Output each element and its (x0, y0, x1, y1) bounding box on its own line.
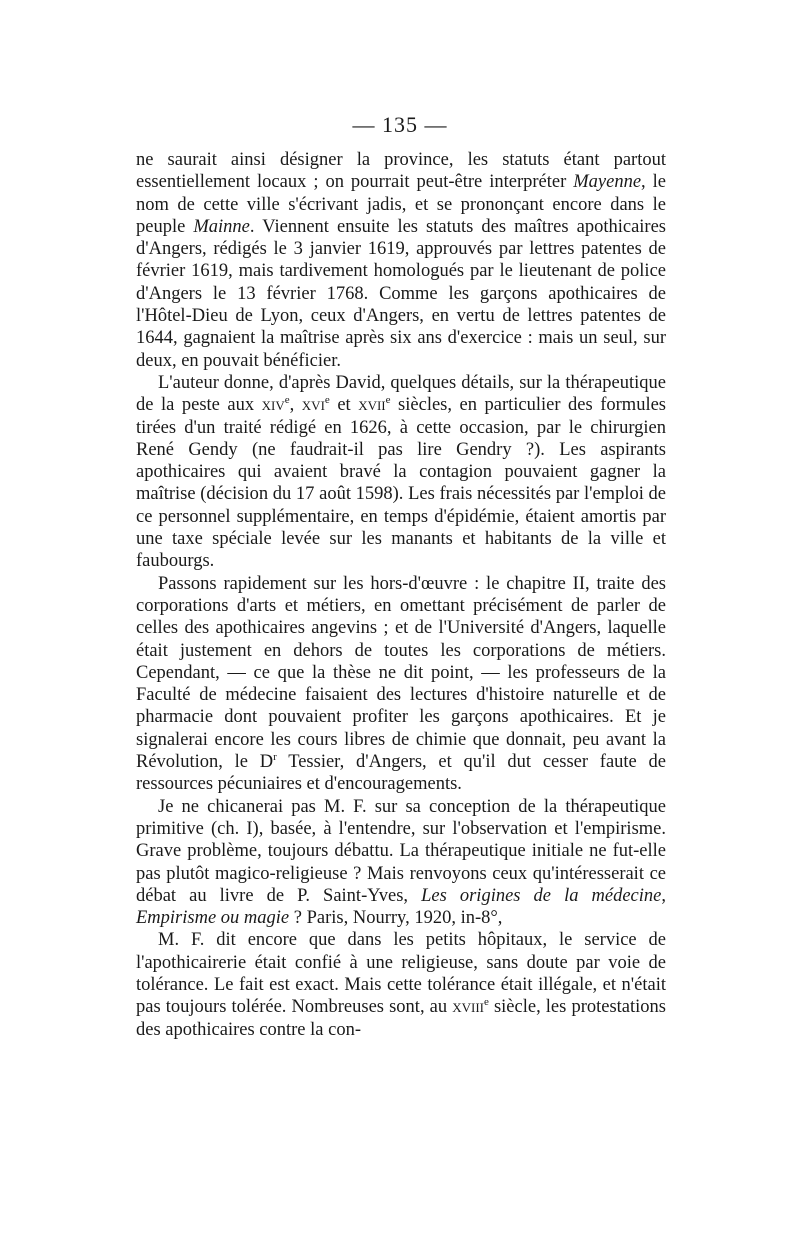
body-text (136, 149, 666, 1041)
superscript: e (324, 394, 330, 407)
text-run: ? Paris, Nourry, 1920, in-8°, (289, 908, 503, 929)
text-run: L'auteur donne, d'après David, quelques détails, sur la thérapeutique de la peste aux (136, 372, 666, 416)
text-run: , (661, 885, 666, 906)
superscript: e (483, 996, 489, 1009)
italic-text: Mainne (193, 216, 250, 237)
text-run: Passons rapidement sur les hors-d'œuvre : le chapitre II, traite des corporations d'arts et métiers, en omettant précisément de parler de celles des apothicaires angevins ; et de l'Université d'Angers, laquelle était justement en dehors de toutes les corporations de métiers. Cependant, — ce que la thèse ne dit point, — les professeurs de la Faculté de médecine faisaient des lectures d'histoire naturelle et de pharmacie dont pouvaient profiter les garçons apothicaires. Et je signalerai encore les cours libres de chimie que donnait, peu avant la Révolution, le D (136, 573, 666, 773)
text-run: , le nom de cette ville s'écrivant jadis, et se prononçant encore dans le peuple (136, 172, 666, 237)
text-run: ne saurait ainsi désigner la province, les statuts étant partout essentiellement locaux ; on pourrait peut-être interpréter (136, 150, 666, 193)
superscript: e (284, 394, 290, 407)
small-caps-numeral: xvii (358, 395, 386, 416)
superscript: r (273, 750, 277, 763)
text-run: Je ne chicanerai pas M. F. sur sa conception de la thérapeutique primitive (ch. I), basée, à l'entendre, sur l'observation et l'empirisme. Grave problème, toujours débattu. La thérapeutique initiale ne fut-elle pas plutôt magico-religieuse ? Mais renvoyons ceux qu'intéresserait ce débat au livre de P. Saint-Yves, (136, 796, 666, 906)
paragraph-2 (136, 372, 666, 573)
paragraph-5 (136, 929, 666, 1040)
small-caps-numeral: xviii (452, 997, 484, 1018)
text-run: siècle, les protestations des apothicaires contre la con- (136, 997, 666, 1040)
text-run: . Viennent ensuite les statuts des maîtres apothicaires d'Angers, rédigés le 3 janvier 1619, approuvés par lettres patentes de février 1619, mais tardivement homologués par le lieutenant de police d'Angers le 13 février 1768. Comme les garçons apothicaires de l'Hôtel-Dieu de Lyon, ceux d'Angers, en vertu de lettres patentes de 1644, gagnaient la maîtrise après six ans d'exercice : mais un seul, sur deux, en pouvait bénéficier. (136, 216, 666, 371)
page-number: — 135 — (352, 112, 448, 137)
text-run: Tessier, d'Angers, et qu'il dut cesser faute de ressources pécuniaires et d'encouragements. (136, 752, 666, 795)
paragraph-4 (136, 796, 666, 930)
text-run: M. F. dit encore que dans les petits hôpitaux, le service de l'apothicairerie était confié à une religieuse, sans doute par voie de tolérance. Le fait est exact. Mais cette tolérance était illégale, et n'était pas toujours tolérée. Nombreuses sont, au (136, 930, 666, 1018)
small-caps-numeral: xvi (301, 395, 325, 416)
italic-text: Mayenne (573, 172, 642, 193)
italic-text: Empirisme ou magie (136, 908, 290, 929)
superscript: e (385, 394, 391, 407)
text-run: , (289, 395, 302, 416)
paragraph-1 (136, 149, 666, 372)
small-caps-numeral: xiv (261, 395, 285, 416)
italic-text: Les origines de la médecine (421, 885, 662, 906)
paragraph-3 (136, 573, 666, 796)
text-run: siècles, en particulier des formules tirées d'un traité rédigé en 1626, à cette occasion, par le chirurgien René Gendy (ne faudrait-il pas lire Gendry ?). Les aspirants apothicaires qui avaient bravé la contagion pouvaient gagner la maîtrise (décision du 17 août 1598). Les frais nécessités par l'emploi de ce personnel supplémentaire, en temps d'épidémie, étaient amortis par une taxe spéciale levée sur les manants et habitants de la ville et faubourgs. (136, 395, 666, 572)
text-run: et (329, 395, 359, 416)
